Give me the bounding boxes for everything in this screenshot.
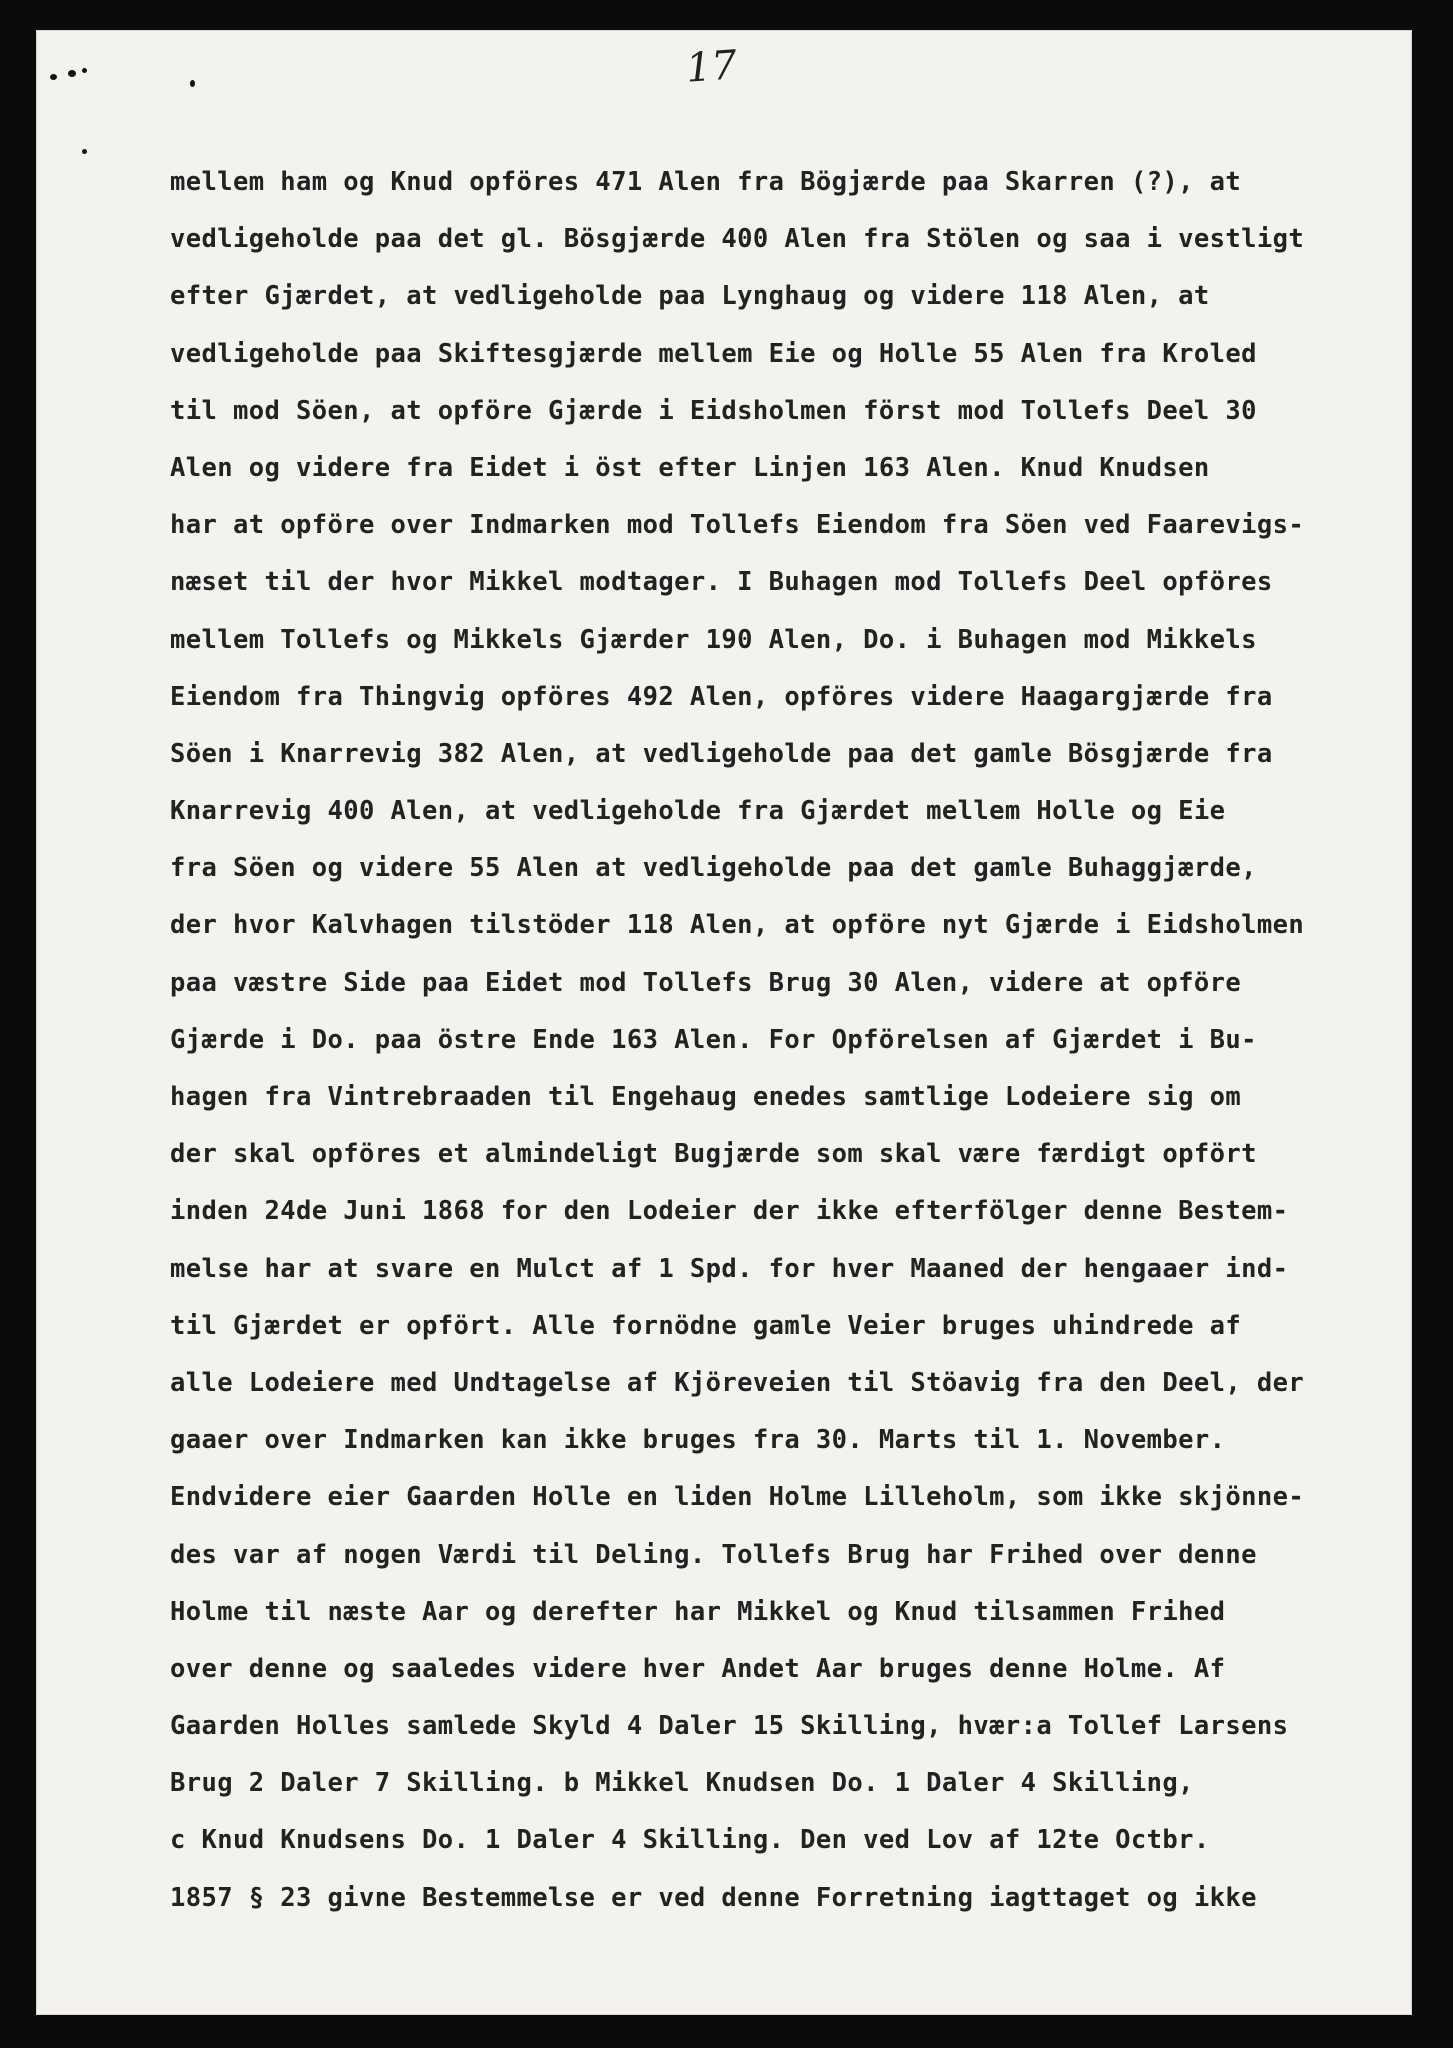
text-line: der hvor Kalvhagen tilstöder 118 Alen, at opföre nyt Gjærde i Eidsholmen <box>170 910 1305 941</box>
text-line: næset til der hvor Mikkel modtager. I Buhagen mod Tollefs Deel opföres <box>170 567 1273 598</box>
text-line: gaaer over Indmarken kan ikke bruges fra 30. Marts til 1. November. <box>170 1425 1226 1456</box>
page-number: 17 <box>684 42 739 92</box>
text-line: 1857 § 23 givne Bestemmelse er ved denne Forretning iagttaget og ikke <box>170 1882 1257 1913</box>
text-line: mellem ham og Knud opföres 471 Alen fra Bögjærde paa Skarren (?), at <box>170 167 1242 197</box>
text-line: fra Söen og videre 55 Alen at vedligeholde paa det gamle Buhaggjærde, <box>170 853 1257 884</box>
text-line: vedligeholde paa Skiftesgjærde mellem Eie og Holle 55 Alen fra Kroled <box>170 338 1257 369</box>
text-line: der skal opföres et almindeligt Bugjærde som skal være færdigt opfört <box>170 1139 1257 1170</box>
text-line: har at opföre over Indmarken mod Tollefs Eiendom fra Söen ved Faarevigs- <box>170 510 1305 541</box>
text-line: til Gjærdet er opfört. Alle fornödne gamle Veier bruges uhindrede af <box>170 1310 1242 1341</box>
text-line: Knarrevig 400 Alen, at vedligeholde fra Gjærdet mellem Holle og Eie <box>170 796 1226 827</box>
text-line: Eiendom fra Thingvig opföres 492 Alen, opföres videre Haagargjærde fra <box>170 681 1273 712</box>
margin-mark <box>190 80 195 87</box>
document-page <box>36 30 1412 2015</box>
text-line: hagen fra Vintrebraaden til Engehaug enedes samtlige Lodeiere sig om <box>170 1082 1242 1112</box>
margin-mark <box>82 149 87 154</box>
text-line: Gjærde i Do. paa östre Ende 163 Alen. For Opförelsen af Gjærdet i Bu- <box>170 1024 1257 1055</box>
text-line: inden 24de Juni 1868 for den Lodeier der ikke efterfölger denne Bestem- <box>170 1196 1289 1227</box>
text-line: til mod Söen, at opföre Gjærde i Eidsholmen först mod Tollefs Deel 30 <box>170 395 1257 426</box>
text-line: c Knud Knudsens Do. 1 Daler 4 Skilling. Den ved Lov af 12te Octbr. <box>170 1825 1210 1856</box>
text-line: vedligeholde paa det gl. Bösgjærde 400 Alen fra Stölen og saa i vestligt <box>170 224 1305 255</box>
text-line: Brug 2 Daler 7 Skilling. b Mikkel Knudsen Do. 1 Daler 4 Skilling, <box>170 1768 1194 1799</box>
text-line: Holme til næste Aar og derefter har Mikkel og Knud tilsammen Frihed <box>170 1596 1226 1627</box>
text-line: alle Lodeiere med Undtagelse af Kjöreveien til Stöavig fra den Deel, der <box>170 1367 1305 1398</box>
text-line: melse har at svare en Mulct af 1 Spd. for hver Maaned der hengaaer ind- <box>170 1253 1289 1284</box>
text-line: des var af nogen Værdi til Deling. Tollefs Brug har Frihed over denne <box>170 1539 1257 1570</box>
text-line: over denne og saaledes videre hver Andet Aar bruges denne Holme. Af <box>170 1653 1226 1684</box>
text-line: mellem Tollefs og Mikkels Gjærder 190 Alen, Do. i Buhagen mod Mikkels <box>170 624 1257 655</box>
margin-mark <box>50 74 57 80</box>
text-line: Gaarden Holles samlede Skyld 4 Daler 15 Skilling, hvær:a Tollef Larsens <box>170 1711 1289 1742</box>
margin-mark <box>82 68 87 73</box>
text-line: Endvidere eier Gaarden Holle en liden Holme Lilleholm, som ikke skjönne- <box>170 1482 1305 1513</box>
text-line: Söen i Knarrevig 382 Alen, at vedligeholde paa det gamle Bösgjærde fra <box>170 738 1273 769</box>
typed-text-body <box>170 154 1440 1927</box>
text-line: efter Gjærdet, at vedligeholde paa Lynghaug og videre 118 Alen, at <box>170 281 1210 312</box>
text-line: paa væstre Side paa Eidet mod Tollefs Brug 30 Alen, videre at opföre <box>170 967 1242 998</box>
text-line: Alen og videre fra Eidet i öst efter Linjen 163 Alen. Knud Knudsen <box>170 452 1210 483</box>
margin-mark <box>68 70 76 77</box>
